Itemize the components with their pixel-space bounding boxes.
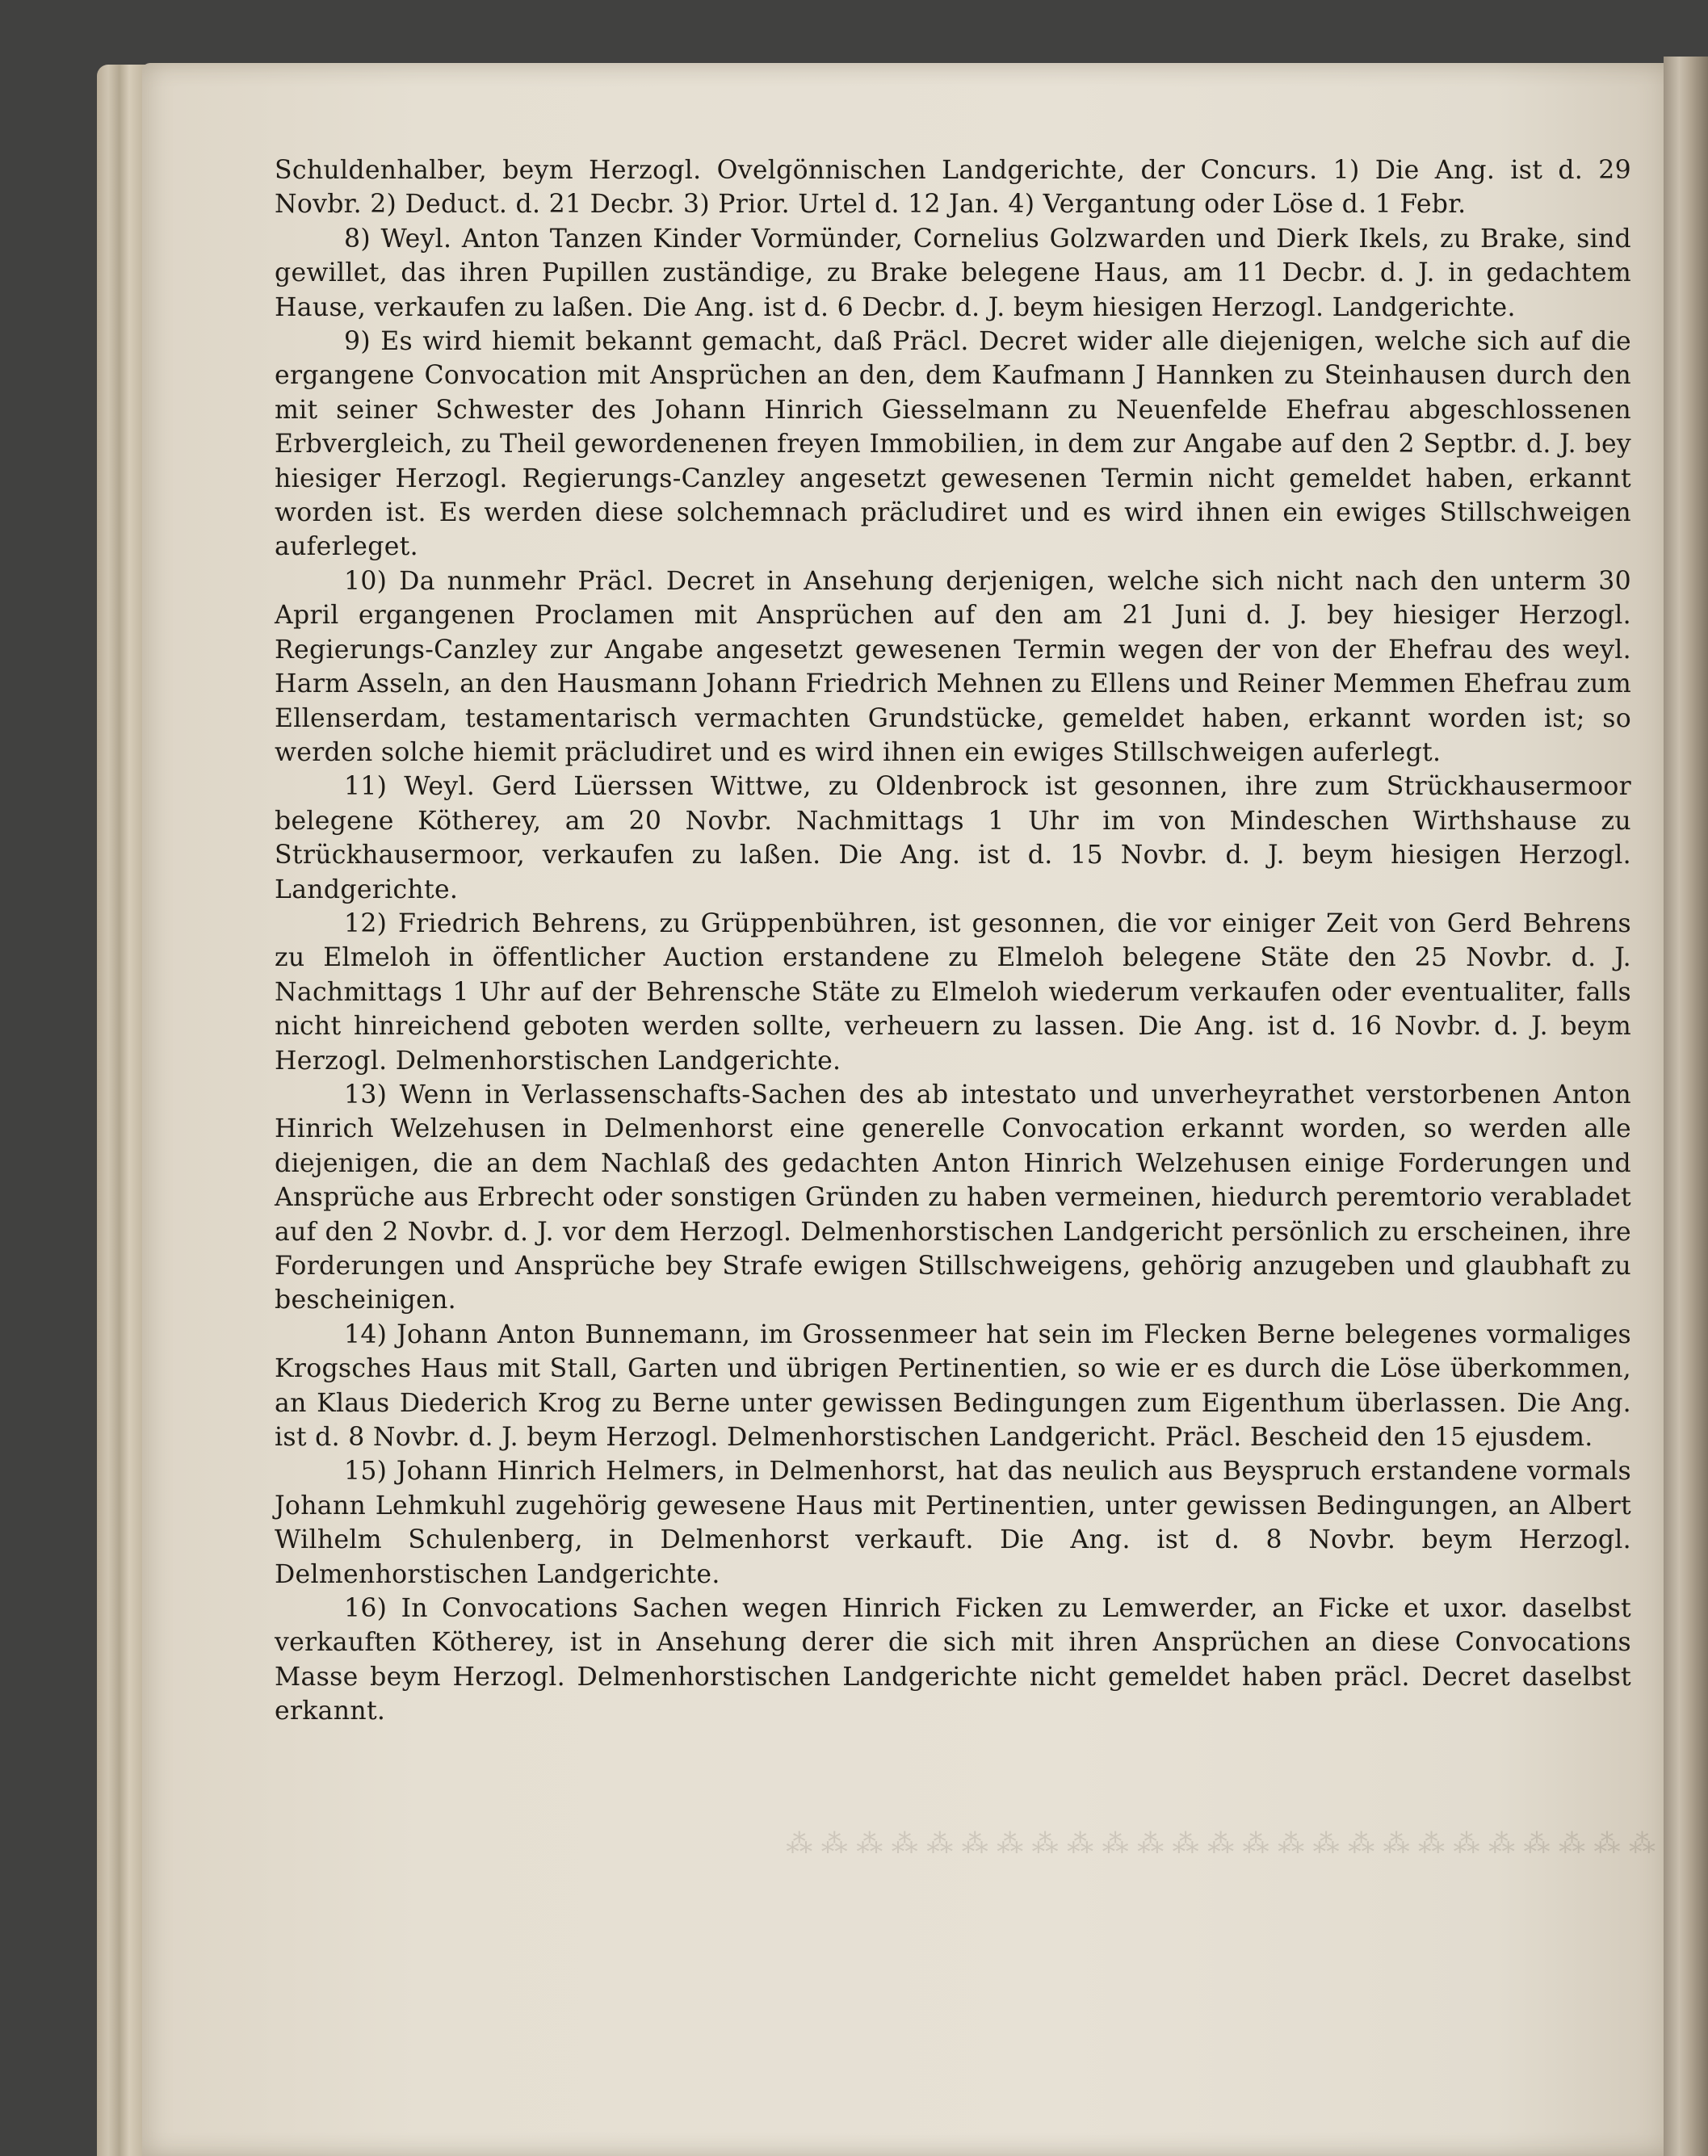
- paragraph-entry-16: 16) In Convocations Sachen wegen Hinrich Ficken zu Lemwerder, an Ficke et uxor. daselbst verkauften Kötherey, ist in Ansehung derer die sich mit ihren Ansprüchen an diese Convocations Masse beym Herzogl. Delmenhorstischen Landgerichte nicht gemeldet haben präcl. Decret daselbst erkannt.: [275, 1594, 1631, 1726]
- paragraph-entry-10: 10) Da nunmehr Präcl. Decret in Ansehung derjenigen, welche sich nicht nach den unterm 30 April ergangenen Proclamen mit Ansprüchen auf den am 21 Juni d. J. bey hiesiger Herzogl. Regierungs-Canzley zur Angabe angesetzt gewesenen Termin wegen der von der Ehefrau des weyl. Harm Asseln, an den Hausmann Johann Friedrich Mehnen zu Ellens und Reiner Memmen Ehefrau zum Ellenserdam, testamentarisch vermachten Grundstücke, gemeldet haben, erkannt worden ist; so werden solche hiemit präcludiret und es wird ihnen ein ewiges Stillschweigen auferlegt.: [275, 566, 1631, 767]
- paragraph-entry-14: 14) Johann Anton Bunnemann, im Grossenmeer hat sein im Flecken Berne belegenes vormaliges Krogsches Haus mit Stall, Garten und übrigen Pertinentien, so wie er es durch die Löse überkommen, an Klaus Diederich Krog zu Berne unter gewissen Bedingungen zum Eigenthum überlassen. Die Ang. ist d. 8 Novbr. d. J. beym Herzogl. Delmenhorstischen Landgericht. Präcl. Bescheid den 15 ejusdem.: [275, 1319, 1631, 1453]
- paragraph-entry-9: 9) Es wird hiemit bekannt gemacht, daß Präcl. Decret wider alle diejenigen, welche sich auf die ergangene Convocation mit Ansprüchen an den, dem Kaufmann J Hannken zu Steinhausen durch den mit seiner Schwester des Johann Hinrich Giesselmann zu Neuenfelde Ehefrau abgeschlossenen Erbvergleich, zu Theil gewordenenen freyen Immobilien, in dem zur Angabe auf den 2 Septbr. d. J. bey hiesiger Herzogl. Regierungs-Canzley angesetzt gewesenen Termin nicht gemeldet haben, erkannt worden ist. Es werden diese solchemnach präcludiret und es wird ihnen ein ewiges Stillschweigen auferleget.: [275, 327, 1631, 562]
- paragraph-entry-11: 11) Weyl. Gerd Lüerssen Wittwe, zu Oldenbrock ist gesonnen, ihre zum Strückhausermoor belegene Kötherey, am 20 Novbr. Nachmittags 1 Uhr im von Mindeschen Wirthshause zu Strückhausermoor, verkaufen zu laßen. Die Ang. ist d. 15 Novbr. d. J. beym hiesigen Herzogl. Landgerichte.: [275, 772, 1631, 904]
- paragraph-entry-8: 8) Weyl. Anton Tanzen Kinder Vormünder, Cornelius Golzwarden und Dierk Ikels, zu Brake, sind gewillet, das ihren Pupillen zuständige, zu Brake belegene Haus, am 11 Decbr. d. J. in gedachtem Hause, verkaufen zu laßen. Die Ang. ist d. 6 Decbr. d. J. beym hiesigen Herzogl. Landgerichte.: [275, 224, 1631, 322]
- paragraph-continuation: Schuldenhalber, beym Herzogl. Ovelgönnischen Landgerichte, der Concurs. 1) Die Ang. ist d. 29 Novbr. 2) Deduct. d. 21 Decbr. 3) Prior. Urtel d. 12 Jan. 4) Vergantung oder Löse d. 1 Febr.: [275, 156, 1631, 220]
- paragraph-entry-15: 15) Johann Hinrich Helmers, in Delmenhorst, hat das neulich aus Beyspruch erstandene vormals Johann Lehmkuhl zugehörig gewesene Haus mit Pertinentien, unter gewissen Bedingungen, an Albert Wilhelm Schulenberg, in Delmenhorst verkauft. Die Ang. ist d. 8 Novbr. beym Herzogl. Delmenhorstischen Landgerichte.: [275, 1457, 1631, 1589]
- book-gutter: [1664, 57, 1708, 2156]
- paragraph-entry-12: 12) Friedrich Behrens, zu Grüppenbühren, ist gesonnen, die vor einiger Zeit von Gerd Behrens zu Elmeloh in öffentlicher Auction erstandene zu Elmeloh belegene Stäte den 25 Novbr. d. J. Nachmittags 1 Uhr auf der Behrensche Stäte zu Elmeloh wiederum verkaufen oder eventualiter, falls nicht hinreichend geboten werden sollte, verheuern zu lassen. Die Ang. ist d. 16 Novbr. d. J. beym Herzogl. Delmenhorstischen Landgerichte.: [275, 908, 1631, 1076]
- show-through-bleed: ⁂ ⁂ ⁂ ⁂ ⁂ ⁂ ⁂ ⁂ ⁂ ⁂ ⁂ ⁂ ⁂ ⁂ ⁂ ⁂ ⁂ ⁂ ⁂ ⁂ ⁂ ⁂ ⁂ ⁂ ⁂: [786, 1827, 1656, 1859]
- announcements-text: [275, 153, 1631, 1729]
- paragraph-entry-13: 13) Wenn in Verlassenschafts-Sachen des ab intestato und unverheyrathet verstorbenen Anton Hinrich Welzehusen in Delmenhorst eine generelle Convocation erkannt worden, so werden alle diejenigen, die an dem Nachlaß des gedachten Anton Hinrich Welzehusen einige Forderungen und Ansprüche aus Erbrecht oder sonstigen Gründen zu haben vermeinen, hiedurch peremtorio verabladet auf den 2 Novbr. d. J. vor dem Herzogl. Delmenhorstischen Landgericht persönlich zu erscheinen, ihre Forderungen und Ansprüche bey Strafe ewigen Stillschweigens, gehörig anzugeben und glaubhaft zu bescheinigen.: [275, 1080, 1631, 1315]
